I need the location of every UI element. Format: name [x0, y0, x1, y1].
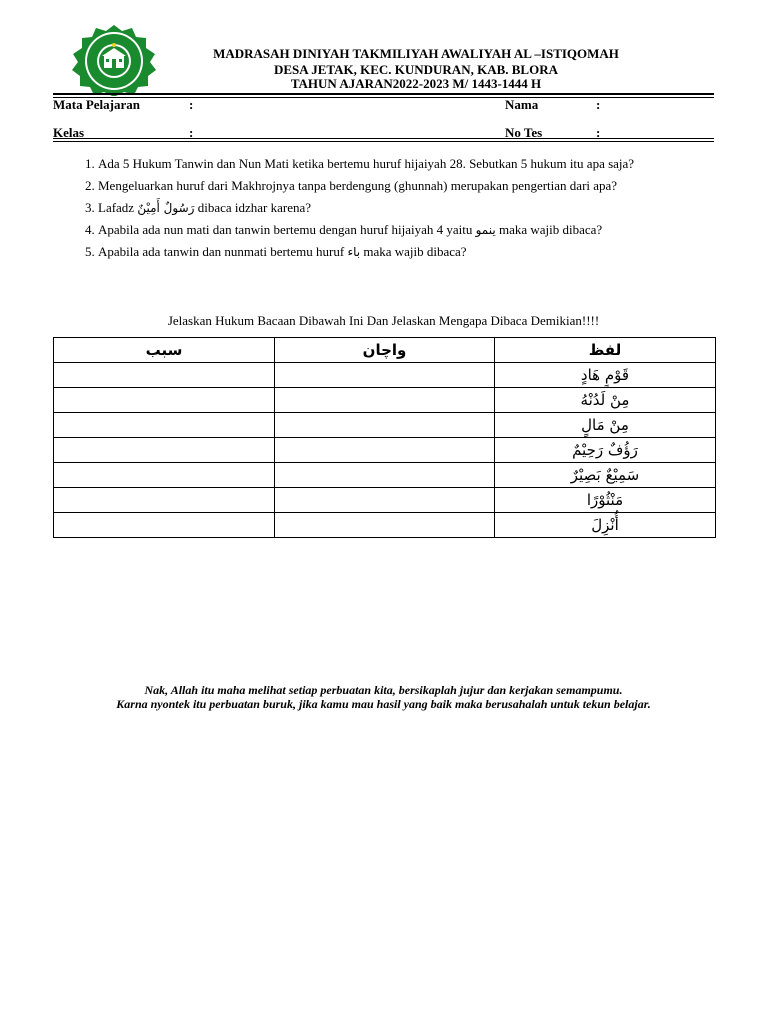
lafadz-cell: مِنْ مَالٍ — [495, 413, 716, 438]
header-bacaan: واچان — [275, 338, 495, 363]
bacaan-cell[interactable] — [275, 463, 495, 488]
sebab-cell[interactable] — [54, 463, 275, 488]
mata-pelajaran-colon: : — [189, 97, 194, 112]
nama-colon: : — [596, 97, 601, 112]
table-row — [54, 413, 716, 438]
question-5-after: maka wajib dibaca? — [360, 244, 467, 259]
bacaan-cell[interactable] — [275, 488, 495, 513]
header-lafadz: لفظ — [495, 338, 716, 363]
question-5 — [98, 241, 758, 263]
madrasah-logo — [70, 24, 158, 96]
question-1-text: Ada 5 Hukum Tanwin dan Nun Mati ketika bertemu huruf hijaiyah 28. Sebutkan 5 hukum itu apa saja? — [98, 156, 635, 171]
kelas-label: Kelas — [53, 125, 85, 140]
table-row — [54, 513, 716, 538]
question-4 — [98, 219, 758, 241]
header-sebab: سبب — [54, 338, 275, 363]
header-divider — [53, 93, 714, 95]
lafadz-cell: مِنْ لَدُنْهُ — [495, 388, 716, 413]
bacaan-cell[interactable] — [275, 388, 495, 413]
nama-label: Nama — [505, 97, 539, 112]
table-row — [54, 388, 716, 413]
no-tes-colon: : — [596, 125, 601, 140]
hukum-bacaan-table — [53, 337, 716, 538]
lafadz-cell: قَوْمٍ هَادٍ — [495, 363, 716, 388]
sebab-cell[interactable] — [54, 513, 275, 538]
school-address: DESA JETAK, KEC. KUNDURAN, KAB. BLORA — [274, 62, 558, 77]
question-2 — [98, 175, 758, 197]
lafadz-cell: مَنْثُوْرًا — [495, 488, 716, 513]
table-row — [54, 488, 716, 513]
identity-divider — [53, 138, 714, 139]
question-4-after: maka wajib dibaca? — [495, 222, 603, 237]
question-3-arabic: رَسُولٌ أَمِيْنٌ — [137, 201, 195, 215]
question-list — [62, 153, 758, 263]
lafadz-cell: أُنْزِلَ — [495, 513, 716, 538]
sebab-cell[interactable] — [54, 363, 275, 388]
sebab-cell[interactable] — [54, 388, 275, 413]
question-5-before: Apabila ada tanwin dan nunmati bertemu huruf — [98, 244, 348, 259]
sebab-cell[interactable] — [54, 413, 275, 438]
table-row — [54, 363, 716, 388]
question-3-after: dibaca idzhar karena? — [194, 200, 312, 215]
school-name: MADRASAH DINIYAH TAKMILIYAH AWALIYAH AL –ISTIQOMAH — [213, 46, 619, 61]
bacaan-cell[interactable] — [275, 513, 495, 538]
header-divider-thin — [53, 97, 714, 98]
table-row — [54, 463, 716, 488]
question-5-arabic: باء — [347, 245, 361, 259]
kelas-colon: : — [189, 125, 194, 140]
footer-message-1: Nak, Allah itu maha melihat setiap perbuatan kita, bersikaplah jujur dan kerjakan semampumu. — [144, 683, 623, 697]
mata-pelajaran-label: Mata Pelajaran — [53, 97, 141, 112]
table-row — [54, 438, 716, 463]
academic-year: TAHUN AJARAN2022-2023 M/ 1443-1444 H — [290, 76, 542, 91]
question-4-before: Apabila ada nun mati dan tanwin bertemu dengan huruf hijaiyah 4 yaitu — [98, 222, 476, 237]
sebab-cell[interactable] — [54, 488, 275, 513]
no-tes-label: No Tes — [505, 125, 543, 140]
lafadz-cell: رَؤُفٌ رَحِيْمٌ — [495, 438, 716, 463]
bacaan-cell[interactable] — [275, 438, 495, 463]
question-3-before: Lafadz — [98, 200, 138, 215]
table-instruction: Jelaskan Hukum Bacaan Dibawah Ini Dan Jelaskan Mengapa Dibaca Demikian!!!! — [167, 313, 600, 328]
question-2-text: Mengeluarkan huruf dari Makhrojnya tanpa berdengung (ghunnah) merupakan pengertian dari apa? — [98, 178, 618, 193]
question-3 — [98, 197, 758, 219]
sebab-cell[interactable] — [54, 438, 275, 463]
table-header-row — [54, 338, 716, 363]
identity-divider-thin — [53, 141, 714, 142]
question-1 — [98, 153, 758, 175]
bacaan-cell[interactable] — [275, 363, 495, 388]
bacaan-cell[interactable] — [275, 413, 495, 438]
question-4-arabic: ينمو — [475, 223, 496, 237]
lafadz-cell: سَمِيْعٌ بَصِيْرٌ — [495, 463, 716, 488]
footer-message-2: Karna nyontek itu perbuatan buruk, jika kamu mau hasil yang baik maka berusahalah untuk tekun belajar. — [116, 697, 651, 711]
